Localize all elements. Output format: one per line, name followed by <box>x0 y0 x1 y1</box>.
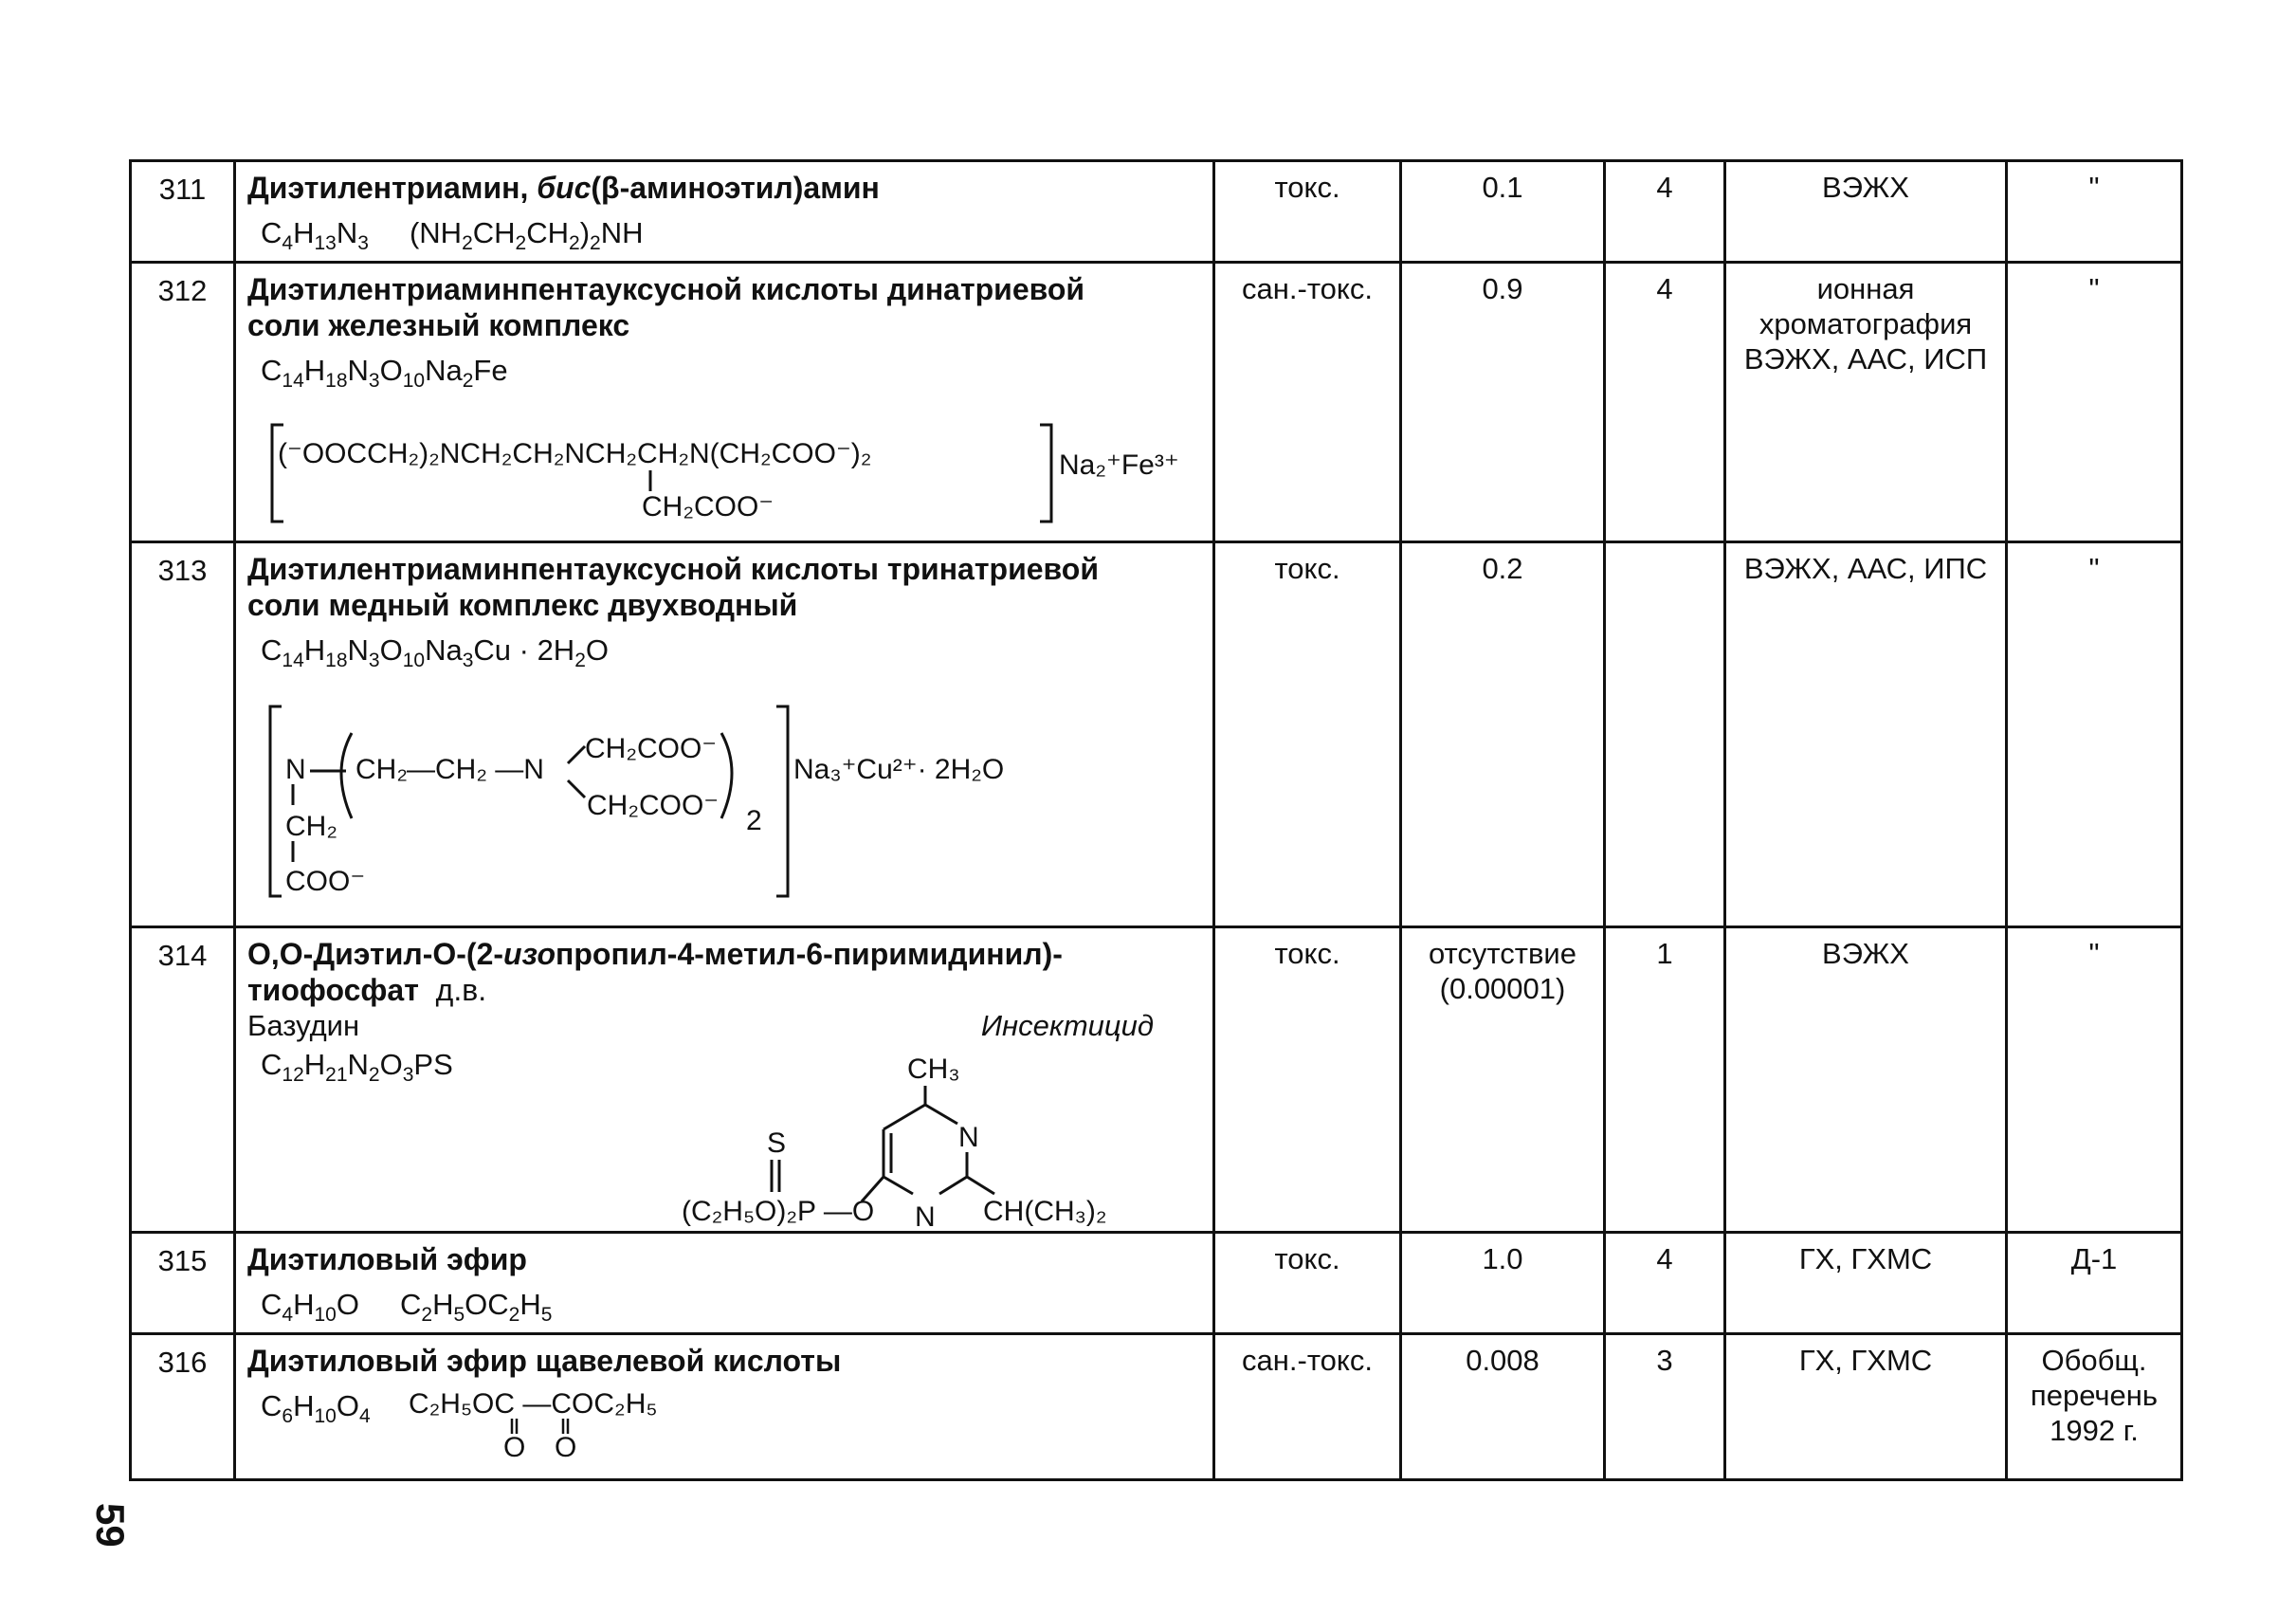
hazard-class: токс. <box>1214 542 1401 927</box>
structural-formula <box>236 1050 1107 1239</box>
substances-table <box>129 159 2183 1481</box>
svg-text:N: N <box>285 754 306 786</box>
svg-text:—CH₂ —N: —CH₂ —N <box>407 754 544 786</box>
hazard-level <box>1605 542 1725 927</box>
note: " <box>2007 161 2182 263</box>
svg-text:O: O <box>554 1432 576 1464</box>
formula: $C_6H_{10}O_4$ C₂H₅OC —COC₂H₅ O O <box>247 1388 1201 1460</box>
table-row <box>131 161 2182 263</box>
hazard-level: 1 <box>1605 927 1725 1233</box>
analysis-method: ионная хроматография ВЭЖХ, ААС, ИСП <box>1725 263 2007 542</box>
hazard-class: сан.-токс. <box>1214 263 1401 542</box>
formula: $C_{14}H_{18}N_3O_{10}Na_2Fe$ <box>261 354 508 393</box>
substance-cell <box>235 542 1214 927</box>
svg-text:CH₂COO⁻: CH₂COO⁻ <box>585 733 718 765</box>
table-row <box>131 263 2182 542</box>
analysis-method: ВЭЖХ, ААС, ИПС <box>1725 542 2007 927</box>
substance-name: Диэтилентриаминпентауксусной кислоты тринатриевой соли медный комплекс двухводный <box>247 552 1099 623</box>
note: Обобщ. перечень 1992 г. <box>2007 1334 2182 1480</box>
table-row <box>131 542 2182 927</box>
substance-cell <box>235 263 1214 542</box>
hazard-class: токс. <box>1214 927 1401 1233</box>
note: " <box>2007 927 2182 1233</box>
svg-text:CH₂COO⁻: CH₂COO⁻ <box>642 491 774 523</box>
row-number: 311 <box>131 161 235 263</box>
row-number: 316 <box>131 1334 235 1480</box>
limit-value: 0.2 <box>1401 542 1605 927</box>
hazard-level: 4 <box>1605 263 1725 542</box>
formula: $C_{12}H_{21}N_2O_3PS$ <box>261 1048 453 1087</box>
table-row <box>131 1334 2182 1480</box>
analysis-method: ГХ, ГХМС <box>1725 1233 2007 1334</box>
svg-text:(⁻OOCCH₂)₂NCH₂CH₂NCH₂CH₂N(CH₂C: (⁻OOCCH₂)₂NCH₂CH₂NCH₂CH₂N(CH₂COO⁻)₂ <box>278 438 872 470</box>
trade-name: Базудин <box>247 1009 360 1043</box>
limit-value: 0.008 <box>1401 1334 1605 1480</box>
row-number: 315 <box>131 1233 235 1334</box>
analysis-method: ГХ, ГХМС <box>1725 1334 2007 1480</box>
substance-name: Диэтилентриаминпентауксусной кислоты динатриевой соли железный комплекс <box>247 272 1085 343</box>
hazard-level: 4 <box>1605 161 1725 263</box>
structural-formula <box>247 406 1195 529</box>
analysis-method: ВЭЖХ <box>1725 161 2007 263</box>
note: Д-1 <box>2007 1233 2182 1334</box>
table-row <box>131 927 2182 1233</box>
oxalate-structure <box>408 1384 712 1464</box>
svg-text:Na₂⁺Fe³⁺: Na₂⁺Fe³⁺ <box>1059 449 1179 482</box>
formula: $C_4H_{13}N_3$ $(NH_2CH_2CH_2)_2NH$ <box>261 216 644 255</box>
row-number: 313 <box>131 542 235 927</box>
note: " <box>2007 542 2182 927</box>
substance-cell <box>235 927 1214 1233</box>
svg-text:N: N <box>915 1201 936 1234</box>
substance-name: Диэтиловый эфир щавелевой кислоты <box>247 1344 842 1379</box>
svg-text:CH₃: CH₃ <box>907 1054 960 1086</box>
svg-text:COO⁻: COO⁻ <box>285 866 366 898</box>
page-number: 59 <box>88 1503 133 1548</box>
analysis-method: ВЭЖХ <box>1725 927 2007 1233</box>
svg-text:2: 2 <box>746 805 762 837</box>
substance-cell <box>235 1233 1214 1334</box>
note: " <box>2007 263 2182 542</box>
row-number: 314 <box>131 927 235 1233</box>
svg-text:Na₃⁺Cu²⁺· 2H₂O: Na₃⁺Cu²⁺· 2H₂O <box>793 754 1005 786</box>
limit-value: 1.0 <box>1401 1233 1605 1334</box>
substance-name: O,O-Диэтил-O-(2-изопропил-4-метил-6-пиримидинил)- тиофосфат д.в. <box>247 937 1063 1008</box>
substance-cell <box>235 161 1214 263</box>
formula: $C_4H_{10}O$ $C_2H_5OC_2H_5$ <box>261 1288 553 1327</box>
structural-formula <box>247 686 1195 904</box>
svg-text:C₂H₅OC —COC₂H₅: C₂H₅OC —COC₂H₅ <box>408 1388 658 1421</box>
svg-text:CH(CH₃)₂: CH(CH₃)₂ <box>983 1196 1107 1228</box>
substance-cell <box>235 1334 1214 1480</box>
limit-value: отсутствие (0.00001) <box>1401 927 1605 1233</box>
hazard-class: токс. <box>1214 161 1401 263</box>
limit-value: 0.1 <box>1401 161 1605 263</box>
hazard-class: токс. <box>1214 1233 1401 1334</box>
svg-text:CH₂COO⁻: CH₂COO⁻ <box>587 790 720 822</box>
substance-name: Диэтилентриамин, бис(β-аминоэтил)амин <box>247 171 880 205</box>
substance-name: Диэтиловый эфир <box>247 1242 527 1277</box>
category: Инсектицид <box>980 1009 1154 1043</box>
row-number: 312 <box>131 263 235 542</box>
hazard-level: 4 <box>1605 1233 1725 1334</box>
hazard-class: сан.-токс. <box>1214 1334 1401 1480</box>
svg-text:(C₂H₅O)₂P —O: (C₂H₅O)₂P —O <box>682 1196 875 1228</box>
svg-text:CH₂: CH₂ <box>285 811 337 843</box>
svg-text:N: N <box>958 1122 979 1154</box>
formula: $C_{14}H_{18}N_3O_{10}Na_3Cu \cdot 2H_2O$ <box>261 633 610 672</box>
svg-text:S: S <box>767 1127 787 1160</box>
table-row <box>131 1233 2182 1334</box>
hazard-level: 3 <box>1605 1334 1725 1480</box>
limit-value: 0.9 <box>1401 263 1605 542</box>
svg-text:CH₂: CH₂ <box>355 754 408 786</box>
svg-text:O: O <box>502 1432 525 1464</box>
